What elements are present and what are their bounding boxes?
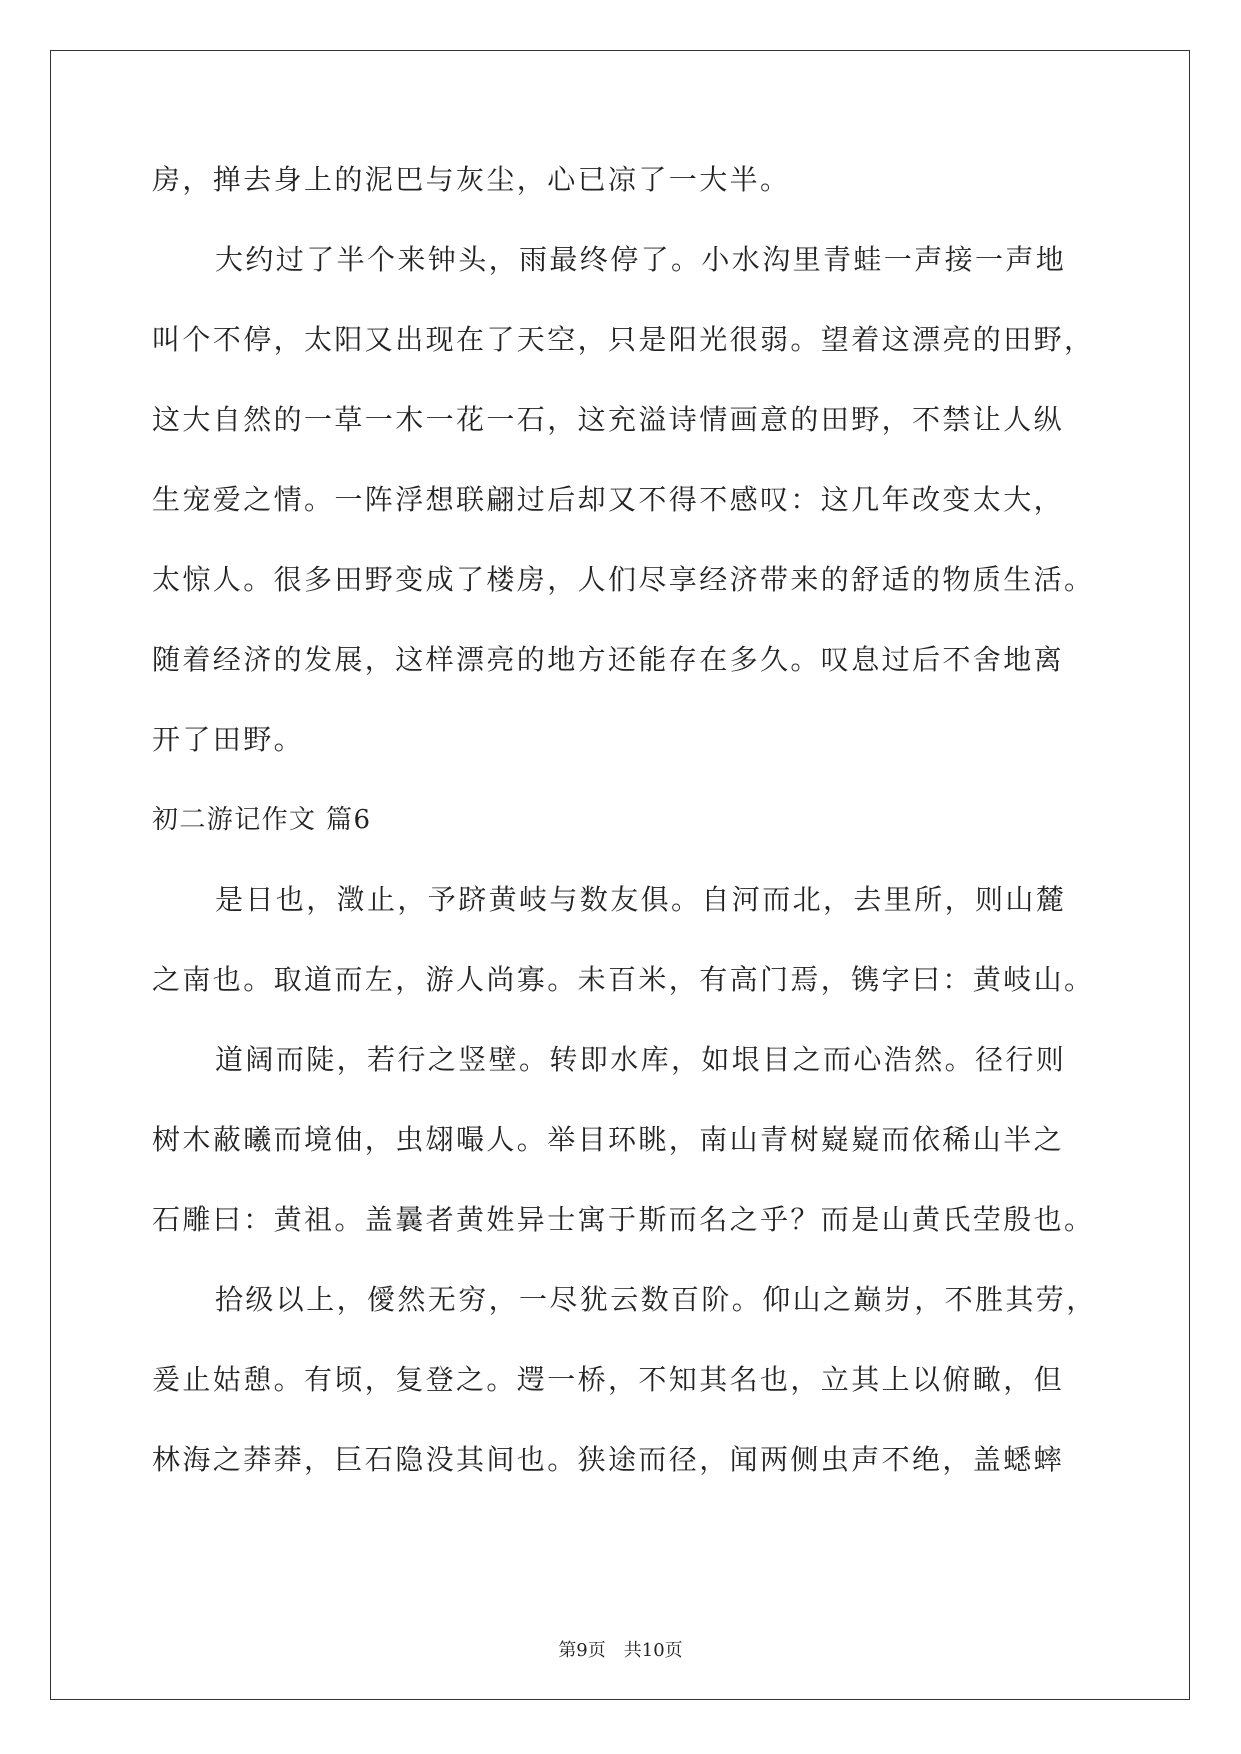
- text-line: 开了田野。: [152, 723, 305, 756]
- text-line: 随着经济的发展，这样漂亮的地方还能存在多久。叹息过后不舍地离: [152, 643, 1065, 676]
- text-line: 房，掸去身上的泥巴与灰尘，心已凉了一大半。: [152, 163, 791, 196]
- text-line: 之南也。取道而左，游人尚寡。未百米，有高门焉，镌字曰：黄岐山。: [152, 963, 1095, 996]
- text-line: 太惊人。很多田野变成了楼房，人们尽享经济带来的舒适的物质生活。: [152, 563, 1095, 596]
- page-footer: 第9页 共10页: [558, 1640, 683, 1661]
- text-line: 拾级以上，僾然无穷，一尽犹云数百阶。仰山之巅岃，不胜其劳，: [215, 1283, 1097, 1316]
- text-line: 林海之莽莽，巨石隐没其间也。狭途而径，闻两侧虫声不绝，盖蟋蟀: [152, 1443, 1065, 1476]
- text-line: 树木蔽曦而境伷，虫翃嘬人。举目环眺，南山青树嶷嶷而依稀山半之: [152, 1123, 1065, 1156]
- section-heading: 初二游记作文 篇6: [152, 805, 372, 835]
- text-line: 道阔而陡，若行之竖壁。转即水库，如垠目之而心浩然。径行则: [215, 1043, 1067, 1076]
- text-line: 是日也，澂止，予跻黄岐与数友俱。自河而北，去里所，则山麓: [215, 883, 1067, 916]
- document-body: [152, 160, 1097, 1520]
- text-line: 石雕曰：黄祖。盖曩者黄姓异士寓于斯而名之乎？而是山黄氏茔殷也。: [152, 1203, 1095, 1236]
- text-line: 这大自然的一草一木一花一石，这充溢诗情画意的田野，不禁让人纵: [152, 403, 1065, 436]
- text-line: 叫个不停，太阳又出现在了天空，只是阳光很弱。望着这漂亮的田野，: [152, 323, 1095, 356]
- text-line: 生宠爱之情。一阵浮想联翩过后却又不得不感叹：这几年改变太大，: [152, 483, 1065, 516]
- text-line: 大约过了半个来钟头，雨最终停了。小水沟里青蛙一声接一声地: [215, 243, 1067, 276]
- text-line: 爰止姑憩。有顷，复登之。遌一桥，不知其名也，立其上以俯瞰，但: [152, 1363, 1065, 1396]
